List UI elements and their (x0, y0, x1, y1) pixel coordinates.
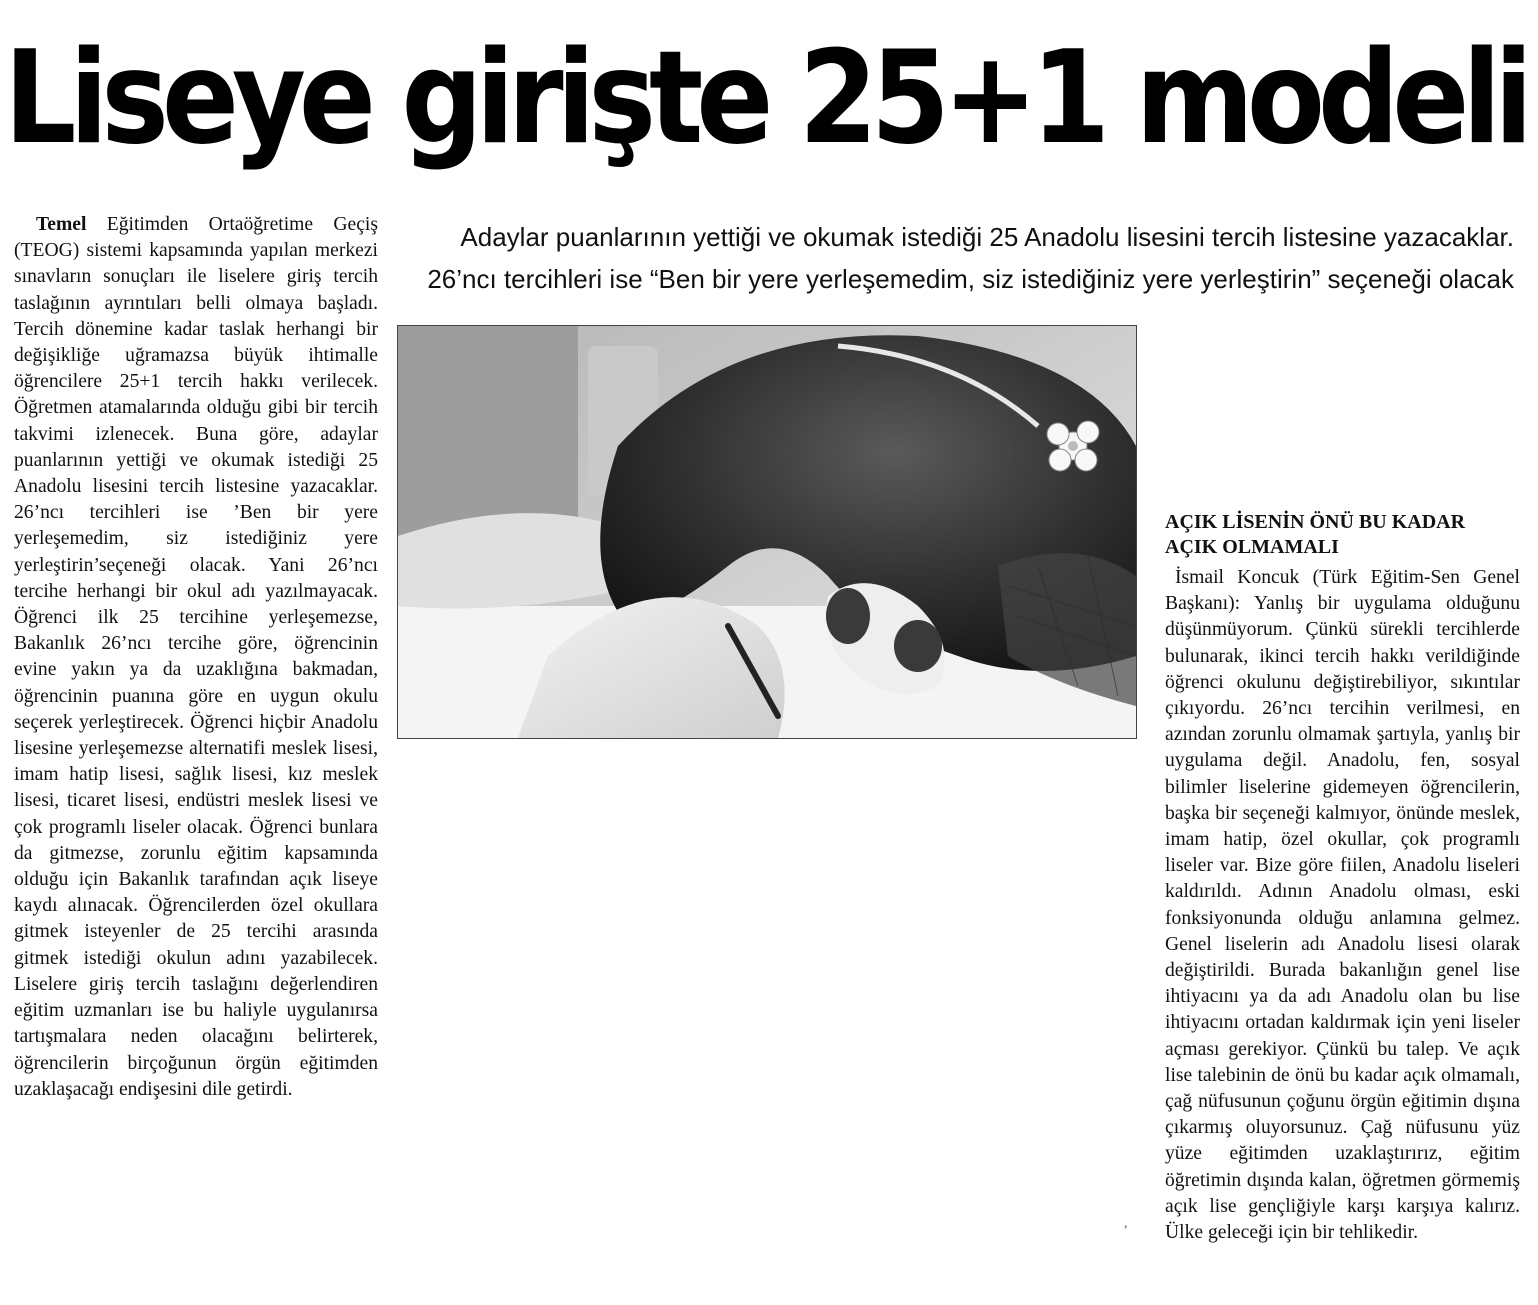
print-speck: , (1124, 1216, 1128, 1231)
main-article-lead-word: Temel (36, 214, 87, 235)
side-article-title-line-2: AÇIK OLMAMALI (1165, 536, 1339, 558)
main-article-body: Eğitimden Ortaöğretime Geçiş (TEOG) sistemi kapsamında yapılan merkezi sınavların sonuçları ile liselere giriş tercih taslağının ayrıntıları belli olmaya başladı. Tercih dönemine kadar taslak herhangi bir değişikliğe uğramazsa büyük ihtimalle öğrencilere 25+1 tercih hakkı verilecek. Öğretmen atamalarında olduğu gibi bir tercih takvimi izlenecek. Buna göre, adaylar puanlarının yettiği ve okumak istediği 25 Anadolu lisesini tercih listesine yazacaklar. 26’ncı tercihleri ise ’Ben bir yere yerleşemedim, siz istediğiniz yere yerleştirin’seçeneği olacak. Yani 26’ncı tercihe herhangi bir okul adı yazılmayacak. Öğrenci ilk 25 tercihine yerleşemezse, Bakanlık 26’ncı tercihe göre, öğrencinin evine yakın ya da uzaklığına bakmadan, öğrencinin puanına göre en uygun okulu seçerek yerleştirecek. Öğrenci hiçbir Anadolu lisesine yerleşemezse alternatifi meslek lisesi, imam hatip lisesi, sağlık lisesi, kız meslek lisesi, ticaret lisesi, endüstri meslek lisesi ve çok programlı liseler olacak. Öğrenci bunlara da gitmezse, zorunlu eğitim kapsamında olduğu için Bakanlık tarafından açık liseye kaydı alınacak. Öğrencilerden özel okullara gitmek isteyenler de 25 tercihi arasında gitmek istediği okulun adını yazabilecek. Liselere giriş tercih taslağını değerlendiren eğitim uzmanları ise bu haliyle uygulanırsa tartışmalara neden olacağını belirterek, öğrencilerin birçoğunun örgün eğitimden uzaklaşacağı endişesini dile getirdi. (14, 214, 378, 1100)
side-article-body: İsmail Koncuk (Türk Eğitim-Sen Genel Başkanı): Yanlış bir uygulama olduğunu düşünmüyorum. Çünkü sürekli tercihlerde bulunarak, ikinci tercih hakkı verildiğinde öğrenci okulunu değiştirebiliyor, sıkıntılar çıkıyordu. 26’ncı tercihin verilmesi, en azından zorunlu olmamak şartıyla, yanlış bir uygulama değil. Anadolu, fen, sosyal bilimler liselerine gidemeyen öğrencilerin, başka bir seçeneği kalmıyor, önünde meslek, imam hatip, özel okullar, çok programlı liseler var. Bize göre fiilen, Anadolu liseleri kaldırıldı. Adının Anadolu olması, eski fonksiyonunda olduğu anlamına gelmez. Genel liselerin adı Anadolu lisesi olarak değiştirildi. Burada bakanlığın genel lise ihtiyacını ya da adı Anadolu olan bu lise ihtiyacını ortadan kaldırmak için yeni liseler açması gerekiyor. Çünkü bu talep. Ve açık lise talebinin de önü bu kadar açık olmamalı, çağ nüfusunun çoğunu örgün eğitimin dışına çıkarmış oluyorsunuz. Çağ nüfusunu yüz yüze eğitimden uzaklaştırırız, eğitim öğretimin dışında kalan, öğretmen görmemiş açık lise gençliğiyle karşı karşıya kalırız. Ülke geleceği için bir tehlikedir. (1165, 567, 1520, 1244)
photo-illustration (398, 326, 1136, 738)
deck-line-2: 26’ncı tercihleri ise “Ben bir yere yerleşemedim, siz istediğiniz yere yerleştirin” seçeneği olacak (427, 264, 1514, 294)
side-article (1165, 510, 1520, 1246)
deck-line-1: Adaylar puanlarının yettiği ve okumak istediği 25 Anadolu lisesini tercih listesine yazacaklar. (460, 222, 1514, 252)
side-article-title-line-1: AÇIK LİSENİN ÖNÜ BU KADAR (1165, 511, 1466, 533)
main-article (14, 212, 378, 1103)
deck-subheadline (398, 216, 1514, 300)
side-article-title (1165, 510, 1520, 560)
student-writing-photo (397, 325, 1137, 739)
headline: Liseye girişte 25+1 modeli (4, 24, 1527, 173)
